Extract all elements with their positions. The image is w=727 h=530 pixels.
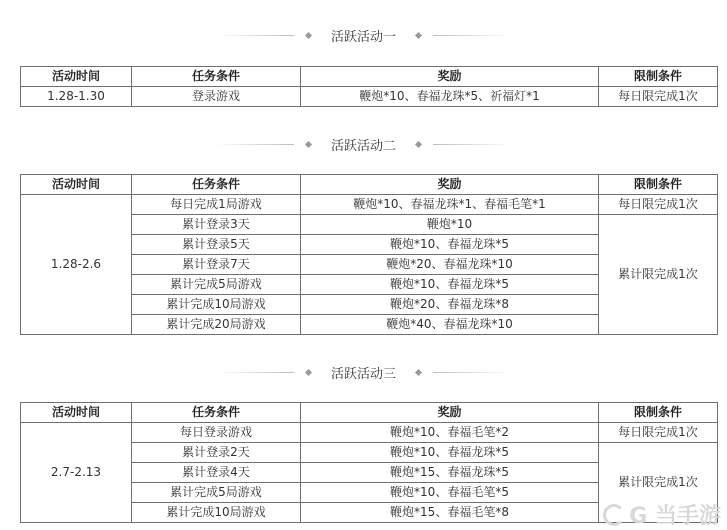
task-cell: 登录游戏 [132, 87, 301, 107]
header-task: 任务条件 [132, 403, 301, 423]
diamond-icon [415, 140, 422, 147]
task-cell: 累计登录3天 [132, 215, 301, 235]
limit-cell: 每日限完成1次 [599, 87, 718, 107]
header-reward: 奖励 [301, 175, 599, 195]
task-cell: 累计登录7天 [132, 255, 301, 275]
header-task: 任务条件 [132, 175, 301, 195]
section-title-label: 活跃活动三 [330, 366, 396, 382]
watermark [603, 499, 721, 530]
task-cell: 累计完成5局游戏 [132, 483, 301, 503]
task-cell: 每日完成1局游戏 [132, 195, 301, 215]
section-title-label: 活跃活动一 [330, 29, 396, 45]
reward-cell: 鞭炮*20、春福龙珠*10 [301, 255, 599, 275]
reward-cell: 鞭炮*10、春福龙珠*1、春福毛笔*1 [301, 195, 599, 215]
brand-logo-icon [603, 504, 625, 526]
time-cell: 2.7-2.13 [21, 423, 132, 523]
header-limit: 限制条件 [599, 67, 718, 87]
header-limit: 限制条件 [599, 175, 718, 195]
reward-cell: 鞭炮*15、春福龙珠*5 [301, 463, 599, 483]
limit-cell: 累计限完成1次 [599, 443, 718, 523]
diamond-icon [415, 368, 422, 375]
table-header-row [21, 67, 718, 87]
header-reward: 奖励 [301, 403, 599, 423]
watermark-text: G 当手游 [629, 504, 721, 529]
section-title-2 [0, 134, 727, 154]
task-cell: 累计登录2天 [132, 443, 301, 463]
diamond-icon [415, 31, 422, 38]
header-time: 活动时间 [21, 175, 132, 195]
header-limit: 限制条件 [599, 403, 718, 423]
header-task: 任务条件 [132, 67, 301, 87]
divider-line [216, 372, 294, 373]
divider-line [433, 372, 511, 373]
section-title-1 [0, 25, 727, 45]
header-time: 活动时间 [21, 67, 132, 87]
activity-table-1 [20, 66, 718, 107]
reward-cell: 鞭炮*10、春福毛笔*5 [301, 483, 599, 503]
task-cell: 累计完成10局游戏 [132, 295, 301, 315]
table-header-row [21, 175, 718, 195]
time-cell: 1.28-1.30 [21, 87, 132, 107]
diamond-icon [305, 140, 312, 147]
activity-table-2 [20, 174, 718, 335]
task-cell: 累计完成10局游戏 [132, 503, 301, 523]
diamond-icon [305, 368, 312, 375]
reward-cell: 鞭炮*10、春福龙珠*5、祈福灯*1 [301, 87, 599, 107]
reward-cell: 鞭炮*10、春福龙珠*5 [301, 275, 599, 295]
reward-cell: 鞭炮*20、春福龙珠*8 [301, 295, 599, 315]
table-row [21, 87, 718, 107]
reward-cell: 鞭炮*40、春福龙珠*10 [301, 315, 599, 335]
table-row [21, 195, 718, 215]
section-title-3 [0, 362, 727, 382]
divider-line [216, 144, 294, 145]
table-header-row [21, 403, 718, 423]
limit-cell: 每日限完成1次 [599, 423, 718, 443]
divider-line [216, 35, 294, 36]
task-cell: 累计完成5局游戏 [132, 275, 301, 295]
divider-line [433, 144, 511, 145]
reward-cell: 鞭炮*10、春福龙珠*5 [301, 235, 599, 255]
task-cell: 累计登录5天 [132, 235, 301, 255]
limit-cell: 累计限完成1次 [599, 215, 718, 335]
reward-cell: 鞭炮*10、春福龙珠*5 [301, 443, 599, 463]
limit-cell: 每日限完成1次 [599, 195, 718, 215]
reward-cell: 鞭炮*15、春福毛笔*8 [301, 503, 599, 523]
diamond-icon [305, 31, 312, 38]
reward-cell: 鞭炮*10 [301, 215, 599, 235]
section-title-label: 活跃活动二 [330, 138, 396, 154]
task-cell: 每日登录游戏 [132, 423, 301, 443]
header-reward: 奖励 [301, 67, 599, 87]
divider-line [433, 35, 511, 36]
reward-cell: 鞭炮*10、春福毛笔*2 [301, 423, 599, 443]
time-cell: 1.28-2.6 [21, 195, 132, 335]
task-cell: 累计完成20局游戏 [132, 315, 301, 335]
task-cell: 累计登录4天 [132, 463, 301, 483]
table-row [21, 423, 718, 443]
header-time: 活动时间 [21, 403, 132, 423]
